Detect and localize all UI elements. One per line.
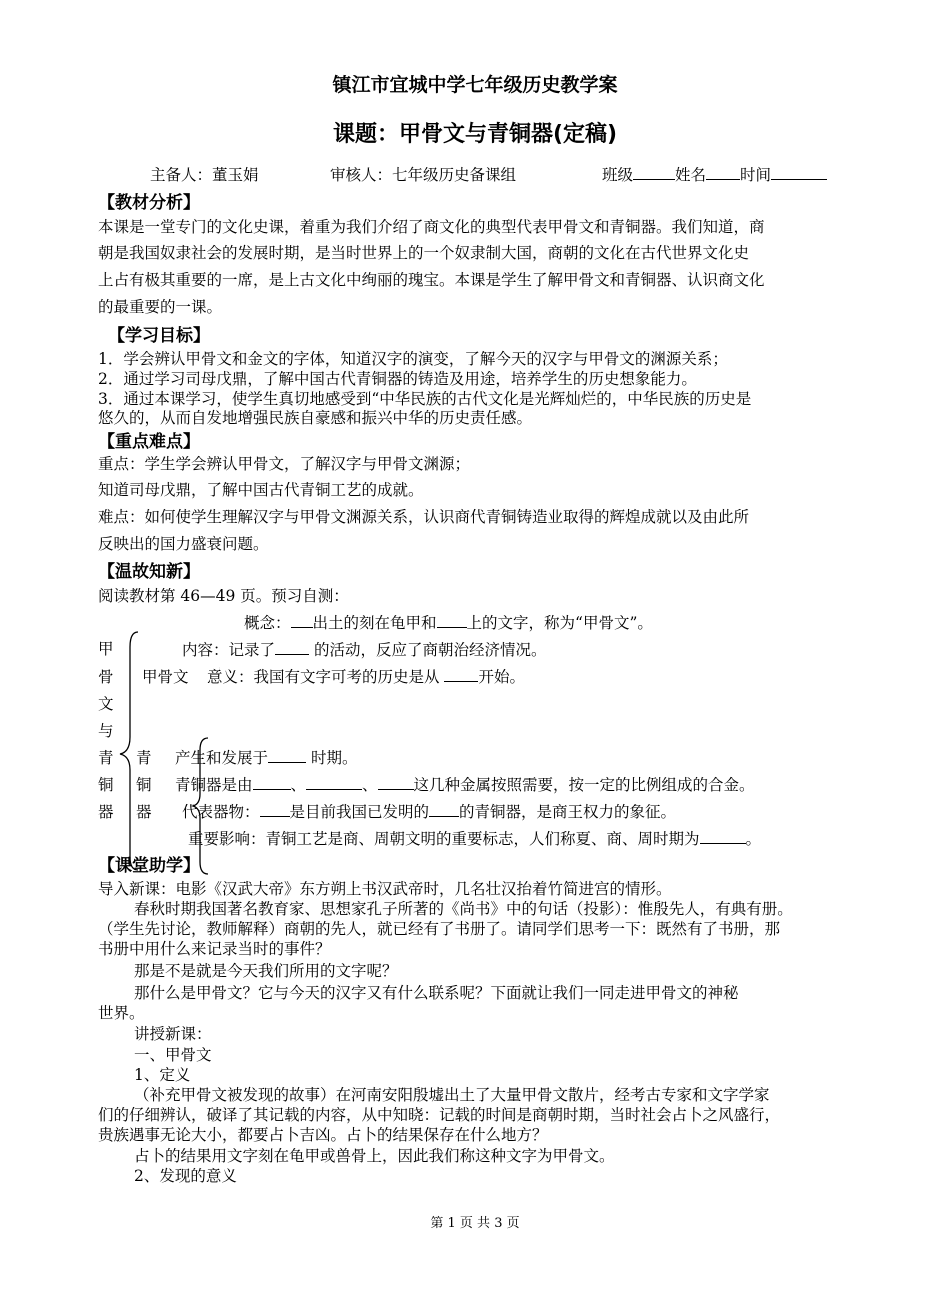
alloy-blank-3[interactable] — [378, 775, 414, 790]
goal-item: 3．通过本课学习，使学生真切地感受到“中华民族的古代文化是光辉灿烂的，中华民族的历史是 — [98, 390, 752, 408]
classroom-heading: 【课堂助学】 — [98, 856, 200, 876]
classroom-line: 世界。 — [98, 1004, 145, 1022]
class-label: 班级 — [602, 166, 634, 184]
concept-blank-2[interactable] — [437, 613, 467, 628]
classroom-line: 那什么是甲骨文？它与今天的汉字又有什么联系呢？下面就让我们一同走进甲骨文的神秘 — [134, 984, 739, 1002]
vertical-char: 铜 — [98, 776, 114, 794]
student-info-fields — [602, 163, 827, 185]
document-title: 镇江市宜城中学七年级历史教学案 — [332, 74, 618, 96]
name-blank[interactable] — [706, 165, 740, 180]
classroom-line: 导入新课：电影《汉武大帝》东方朔上书汉武帝时，几名壮汉抬着竹简进宫的情形。 — [98, 880, 672, 898]
content-blank[interactable] — [275, 640, 309, 655]
meaning-blank[interactable] — [444, 667, 478, 682]
classroom-line: 书册中用什么来记录当时的事件？ — [98, 940, 331, 958]
period-blank[interactable] — [268, 748, 306, 763]
classroom-line: 春秋时期我国著名教育家、思想家孔子所著的《尚书》中的句话（投影）：惟殷先人，有典有册。 — [134, 900, 793, 918]
classroom-line: 贵族遇事无论大小，都要占卜吉凶。占卜的结果保存在什么地方？ — [98, 1126, 548, 1144]
classroom-line: 讲授新课： — [134, 1025, 212, 1043]
keypoint-line: 知道司母戊鼎，了解中国古代青铜工艺的成就。 — [98, 481, 424, 499]
analysis-line: 本课是一堂专门的文化史课，着重为我们介绍了商文化的典型代表甲骨文和青铜器。我们知道，商 — [98, 218, 765, 236]
time-label: 时间 — [740, 166, 772, 184]
time-blank[interactable] — [771, 165, 827, 180]
page-footer: 第 1 页 共 3 页 — [430, 1216, 520, 1231]
bronze-label-char: 铜 — [136, 776, 152, 794]
classroom-line: 那是不是就是今天我们所用的文字呢？ — [134, 962, 398, 980]
oracle-concept: 概念： 出土的刻在龟甲和 上的文字，称为“甲骨文”。 — [244, 614, 653, 632]
concept-blank-1[interactable] — [291, 613, 313, 628]
review-intro: 阅读教材第 46—49 页。预习自测： — [98, 587, 349, 605]
goal-item: 2．通过学习司母戊鼎，了解中国古代青铜器的铸造及用途，培养学生的历史想象能力。 — [98, 370, 697, 388]
class-blank[interactable] — [633, 165, 675, 180]
vertical-char: 文 — [98, 695, 114, 713]
rep-blank-1[interactable] — [260, 802, 290, 817]
classroom-line: （补充甲骨文被发现的故事）在河南安阳殷墟出土了大量甲骨文散片，经考古专家和文字学家 — [134, 1086, 770, 1104]
keypoint-line: 重点：学生学会辨认甲骨文，了解汉字与甲骨文渊源； — [98, 455, 471, 473]
goal-item: 悠久的，从而自发地增强民族自豪感和振兴中华的历史责任感。 — [98, 409, 533, 427]
analysis-heading: 【教材分析】 — [98, 193, 200, 213]
goal-item: 1．学会辨认甲骨文和金文的字体，知道汉字的演变，了解今天的汉字与甲骨文的渊源关系； — [98, 350, 728, 368]
vertical-char: 骨 — [98, 668, 114, 686]
bronze-representative: 代表器物： 是目前我国已发明的 的青铜器，是商王权力的象征。 — [182, 803, 677, 821]
analysis-line: 的最重要的一课。 — [98, 298, 223, 316]
lesson-title: 课题：甲骨文与青铜器(定稿) — [332, 122, 618, 147]
analysis-line: 上占有极其重要的一席，是上古文化中绚丽的瑰宝。本课是学生了解甲骨文和青铜器、认识商文化 — [98, 271, 765, 289]
keypoints-heading: 【重点难点】 — [98, 432, 200, 452]
review-heading: 【温故知新】 — [98, 562, 200, 582]
classroom-line: （学生先讨论，教师解释）商朝的先人，就已经有了书册了。请同学们思考一下：既然有了书册，那 — [98, 920, 781, 938]
vertical-char: 器 — [98, 803, 114, 821]
keypoint-line: 反映出的国力盛衰问题。 — [98, 535, 269, 553]
impact-blank[interactable] — [700, 829, 746, 844]
bronze-alloy: 青铜器是由 、 、 这几种金属按照需要，按一定的比例组成的合金。 — [175, 776, 755, 794]
reviewer-label: 审核人：七年级历史备课组 — [330, 166, 517, 184]
bronze-label-char: 器 — [136, 803, 152, 821]
rep-blank-2[interactable] — [429, 802, 459, 817]
oracle-meaning: 意义：我国有文字可考的历史是从 开始。 — [207, 668, 525, 686]
goals-heading: 【学习目标】 — [108, 326, 210, 346]
keypoint-line: 难点：如何使学生理解汉字与甲骨文渊源关系，认识商代青铜铸造业取得的辉煌成就以及由此所 — [98, 508, 750, 526]
bronze-label-char: 青 — [136, 749, 152, 767]
name-label: 姓名 — [675, 166, 707, 184]
classroom-line: 1、定义 — [134, 1066, 191, 1084]
alloy-blank-1[interactable] — [253, 775, 291, 790]
classroom-line: 占卜的结果用文字刻在龟甲或兽骨上，因此我们称这种文字为甲骨文。 — [134, 1147, 615, 1165]
author-label: 主备人：董玉娟 — [150, 166, 259, 184]
oracle-content: 内容：记录了 的活动，反应了商朝治经济情况。 — [182, 641, 547, 659]
bronze-impact: 重要影响：青铜工艺是商、周朝文明的重要标志，人们称夏、商、周时期为 。 — [188, 830, 762, 848]
alloy-blank-2[interactable] — [306, 775, 362, 790]
vertical-char: 甲 — [98, 640, 114, 658]
analysis-line: 朝是我国奴隶社会的发展时期，是当时世界上的一个奴隶制大国，商朝的文化在古代世界文化史 — [98, 244, 750, 262]
classroom-line: 们的仔细辨认，破译了其记载的内容，从中知晓：记载的时间是商朝时期，当时社会占卜之风盛行， — [98, 1106, 781, 1124]
classroom-line: 一、甲骨文 — [134, 1046, 212, 1064]
vertical-char: 青 — [98, 749, 114, 767]
oracle-bone-label: 甲骨文 — [142, 668, 189, 686]
bronze-period: 产生和发展于 时期。 — [175, 749, 358, 767]
vertical-char: 与 — [98, 722, 114, 740]
classroom-line: 2、发现的意义 — [134, 1167, 237, 1185]
